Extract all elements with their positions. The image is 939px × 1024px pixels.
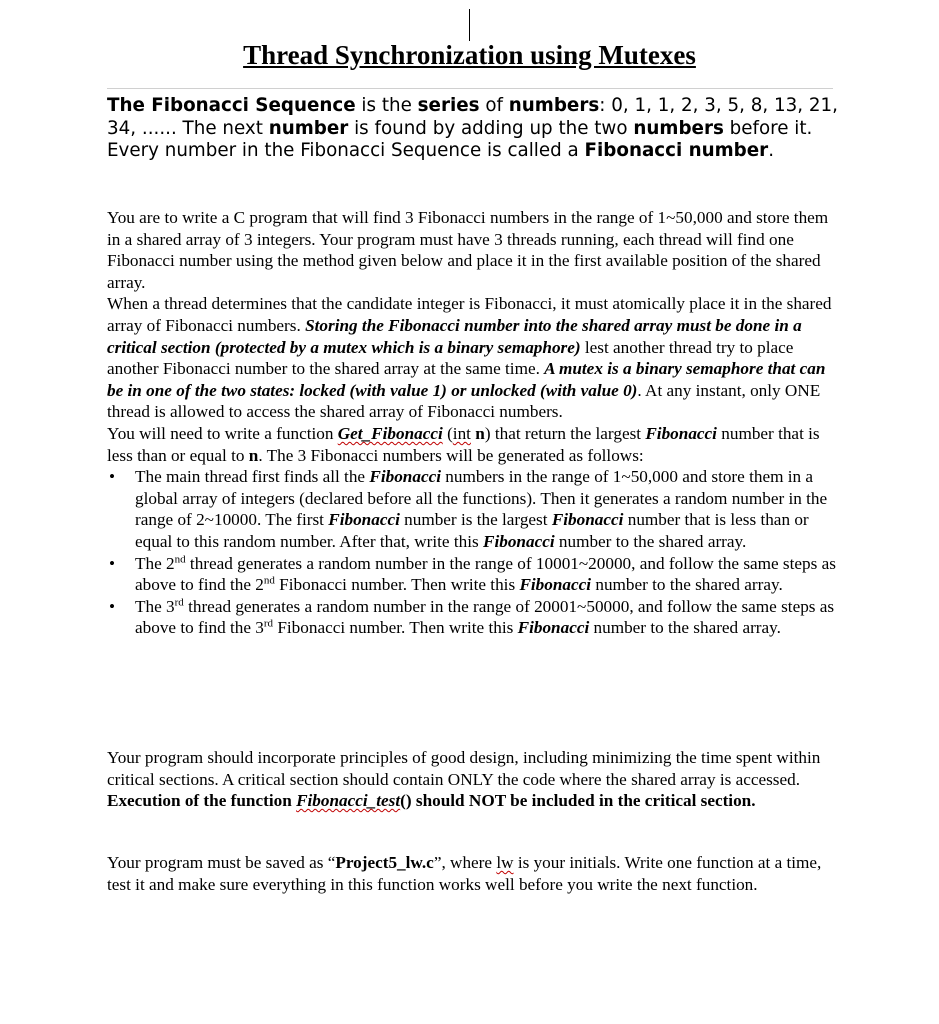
list-item: • The 3rd thread generates a random number in the range of 20001~50000, and follow the same steps as above to find the 3rd Fibonacci number. Then write this Fibonacci number to the shared array. [107,596,839,639]
divider [107,88,833,89]
fibonacci-definition: The Fibonacci Sequence is the series of numbers: 0, 1, 1, 2, 3, 5, 8, 13, 21, 34, ...... The next number is found by adding up the two numbers before it. Every number in the Fibonacci Sequence is called a Fibonacci number. [107,95,838,161]
list-item: • The 2nd thread generates a random number in the range of 10001~20000, and follow the same steps as above to find the 2nd Fibonacci number. Then write this Fibonacci number to the shared array. [107,553,839,596]
thread-steps-list [107,466,839,639]
paragraph-submission: Your program must be saved as “Project5_lw.c”, where lw is your initials. Write one function at a time, test it and make sure everything in this function works well before you write the next function. [107,853,822,894]
paragraph-critical-section: When a thread determines that the candidate integer is Fibonacci, it must atomically place it in the shared array of Fibonacci numbers. Storing the Fibonacci number into the shared array must be done in a critical section (protected by a mutex which is a binary semaphore) lest another thread try to place another Fibonacci number to the shared array at the same time. A mutex is a binary semaphore that can be in one of the two states: locked (with value 1) or unlocked (with value 0). At any instant, only ONE thread is allowed to access the shared array of Fibonacci numbers. [107,294,832,422]
assignment-description [107,207,839,639]
paragraph-design: Your program should incorporate principles of good design, including minimizing the time spent within critical sections. A critical section should contain ONLY the code where the shared array is accessed. Execution of the function Fibonacci_test() should NOT be included in the critical section. [107,748,821,811]
text-cursor [469,9,470,41]
list-item: • The main thread first finds all the Fibonacci numbers in the range of 1~50,000 and store them in a global array of integers (declared before all the functions). Then it generates a random number in the range of 2~10000. The first Fibonacci number is the largest Fibonacci number that is less than or equal to this random number. After that, write this Fibonacci number to the shared array. [107,466,839,552]
document-title: Thread Synchronization using Mutexes [243,40,696,70]
paragraph-function-spec: You will need to write a function Get_Fibonacci (int n) that return the largest Fibonacci number that is less than or equal to n. The 3 Fibonacci numbers will be generated as follows: [107,423,820,465]
paragraph-overview: You are to write a C program that will find 3 Fibonacci numbers in the range of 1~50,000 and store them in a shared array of 3 integers. Your program must have 3 threads running, each thread will find one Fibonacci number using the method given below and place it in the first available position of the shared array. [107,208,829,292]
